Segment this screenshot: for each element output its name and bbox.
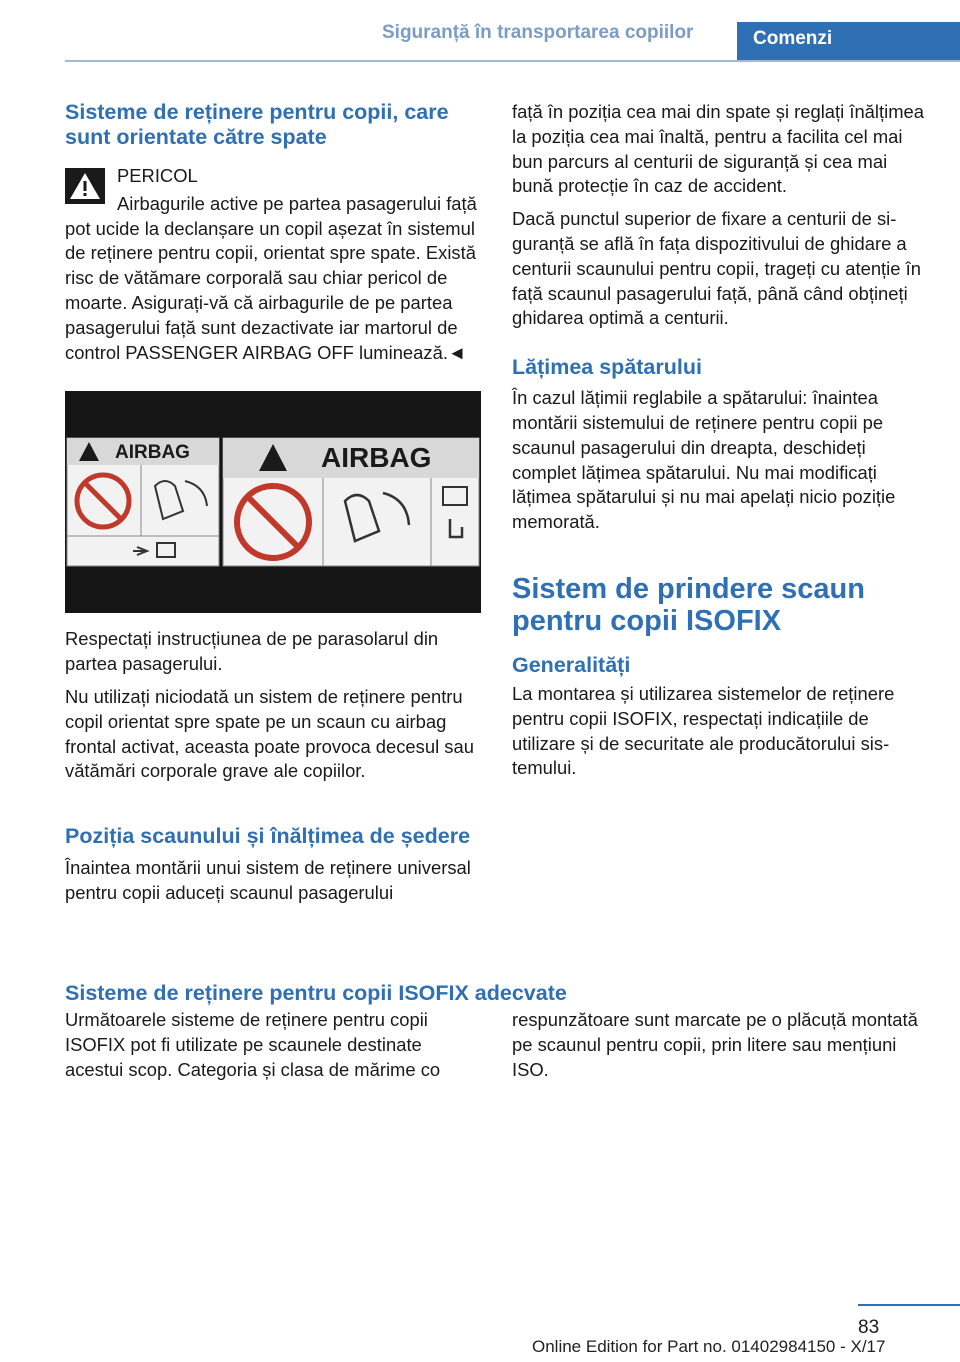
paragraph-belt-guide: Dacă punctul superior de fixare a centurii de siguranță se află în fața dispozitivului de ghidare a centurii scaunului pentru copii, trageți cu atenție în față scaunul pasagerului față, până când obțineți ghidarea optimă a centurii. <box>512 208 921 329</box>
left-column <box>65 100 481 906</box>
section-heading-seat-position: Poziția scaunului și înălțimea de ședere <box>65 824 471 849</box>
airbag-label-photo <box>65 391 481 613</box>
section-heading-isofix: Sistem de prindere scaun pentru copii ISOFIX <box>512 572 865 637</box>
chapter-tab: Comenzi <box>737 22 960 62</box>
section-heading-general: Generalități <box>512 652 631 677</box>
paragraph-isofix-labels: respunzătoare sunt marcate pe o plăcuță montată pe scaunul pentru copii, prin litere sau mențiuni ISO. <box>512 1009 918 1080</box>
warning-body: Airbagurile active pe partea pasagerului față pot ucide la declanșare un copil așezat în sistemul de reținere pentru copii, orientat spre spate. Există risc de vătămare corporală sau chiar pericol de moarte. Asigurați-vă că airbagurile de pe partea pasagerului față sunt dezactivate iar martorul de control PASSENGER AIRBAG OFF luminează.◄ <box>65 192 477 363</box>
small-sticker-airbag-text: AIRBAG <box>115 442 190 464</box>
danger-warning <box>65 164 481 365</box>
paragraph-sun-visor: Respectați instrucțiunea de pe parasolarul din partea pasagerului. <box>65 628 439 675</box>
paragraph-seat-rear-position: față în poziția cea mai din spate și reglați înălțimea la poziția cea mai înaltă, pentru a facilita cel mai bun parcurs al centurii de siguranță și cea mai bună protecție în caz de accident. <box>512 101 924 197</box>
footer-divider <box>858 1304 960 1306</box>
large-sticker-airbag-text: AIRBAG <box>321 442 432 474</box>
section-heading-backrest-width: Lățimea spătarului <box>512 355 702 380</box>
page-number: 83 <box>858 1317 880 1338</box>
footer-edition: Online Edition for Part no. 01402984150 - X/17 <box>532 1337 886 1356</box>
right-column <box>512 100 928 781</box>
running-header-section: Siguranță în transportarea copiilor <box>382 22 694 43</box>
section-heading-isofix-suitable: Sisteme de reținere pentru copii ISOFIX adecvate <box>65 981 567 1005</box>
paragraph-isofix-general: La montarea și utilizarea sistemelor de reținere pentru copii ISOFIX, respectați indicațiile de utilizare și de securitate ale producătorului sistemului. <box>512 682 895 779</box>
airbag-sticker-illustration <box>65 391 481 613</box>
paragraph-before-mounting: Înaintea montării unui sistem de reținere universal pentru copii aduceți scaunul pasagerului <box>65 857 471 903</box>
paragraph-never-use: Nu utilizați niciodată un sistem de reținere pentru copil orientat spre spate pe un scaun cu airbag frontal activat, aceasta poate provoca decesul sau vătămări corporale grave ale copiilor. <box>65 685 474 782</box>
warning-title: PERICOL <box>117 165 198 186</box>
header-divider <box>65 60 960 62</box>
paragraph-backrest-width: În cazul lățimii reglabile a spătarului: înaintea montării sistemului de reținere pentru copii pe scaunul pasagerului din dreapta, deschideți complet lățimea spătarului. Nu mai modificați lățimea spătarului și nu mai apelați nicio poziție memorată. <box>512 387 896 533</box>
section-heading-rear-facing: Sisteme de reținere pentru copii, care sunt orientate către spate <box>65 100 449 149</box>
warning-triangle-icon <box>65 168 105 204</box>
paragraph-isofix-seats: Următoarele sisteme de reținere pentru copii ISOFIX pot fi utilizate pe scaunele destinate acestui scop. Categoria și clasa de mărime co <box>65 1009 441 1080</box>
